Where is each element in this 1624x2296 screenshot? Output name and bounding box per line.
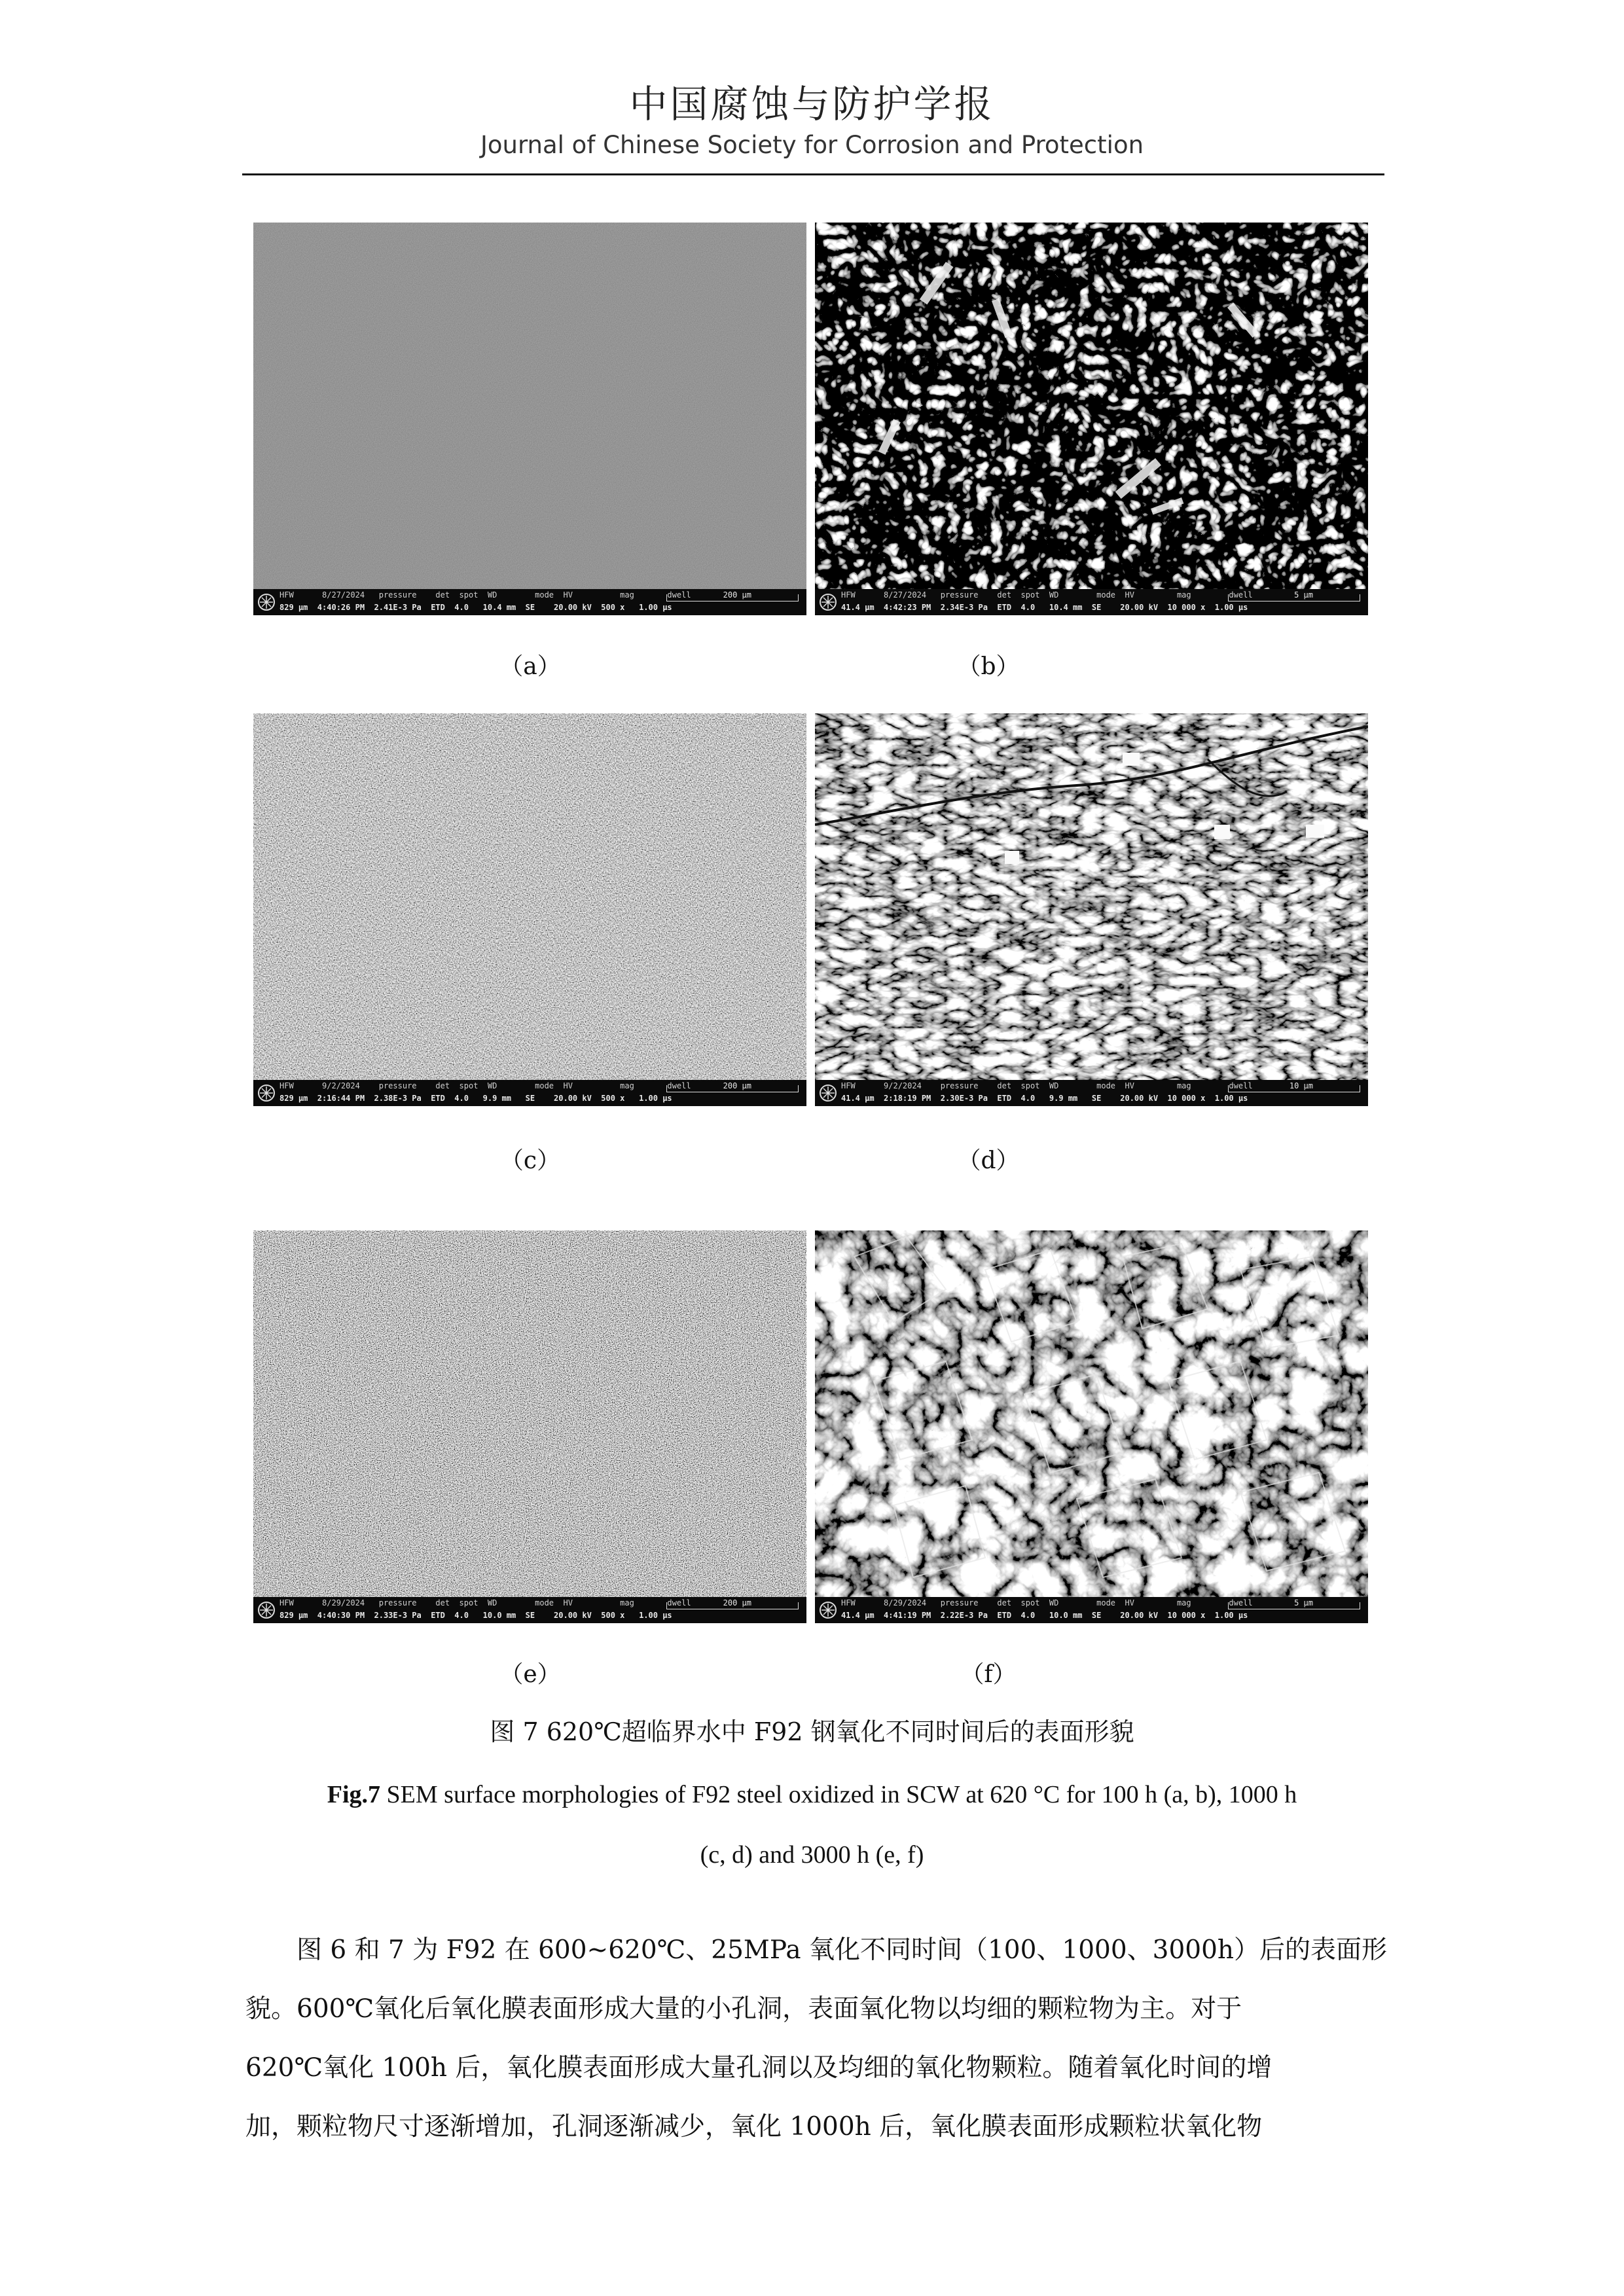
panel-label-a: （a）: [499, 653, 561, 680]
sem-panel-c: [253, 713, 806, 1106]
figure-caption-en-text: SEM surface morphologies of F92 steel oxidized in SCW at 620 °C for 100 h (a, b), 1000 h: [380, 1781, 1297, 1808]
body-line: 图 6 和 7 为 F92 在 600~620℃、25MPa 氧化不同时间（100、1000、3000h）后的表面形: [245, 1935, 1388, 1965]
sem-panel-d: [815, 713, 1368, 1106]
databar-headers: HFW 9/2/2024 pressure det spot WD mode HV mag dwell: [841, 1081, 1253, 1090]
fei-logo-icon: [256, 1600, 277, 1621]
databar-headers: HFW 8/29/2024 pressure det spot WD mode HV mag dwell: [841, 1598, 1253, 1607]
sem-image-f: [815, 1230, 1368, 1597]
fei-logo-icon: [818, 592, 839, 613]
journal-title-cn: 中国腐蚀与防护学报: [629, 82, 995, 126]
sem-databar-a: [253, 589, 806, 615]
scale-label: 5 μm: [1291, 1598, 1316, 1607]
databar-values: 41.4 μm 4:42:23 PM 2.34E-3 Pa ETD 4.0 10.4 mm SE 20.00 kV 10 000 x 1.00 μs: [841, 603, 1248, 612]
figure-label: Fig.7: [327, 1781, 381, 1808]
body-paragraph: [245, 1921, 1388, 2157]
databar-headers: HFW 8/27/2024 pressure det spot WD mode HV mag dwell: [841, 590, 1253, 600]
fei-logo-icon: [256, 1083, 277, 1103]
sem-databar-c: [253, 1080, 806, 1106]
databar-headers: HFW 8/27/2024 pressure det spot WD mode HV mag dwell: [280, 590, 691, 600]
databar-values: 41.4 μm 2:18:19 PM 2.30E-3 Pa ETD 4.0 9.9 mm SE 20.00 kV 10 000 x 1.00 μs: [841, 1094, 1248, 1103]
body-line: 貌。600℃氧化后氧化膜表面形成大量的小孔洞，表面氧化物以均细的颗粒物为主。对于: [245, 1994, 1242, 2024]
sem-databar-e: [253, 1597, 806, 1623]
sem-panel-a: [253, 223, 806, 615]
panel-label-b: （b）: [957, 653, 1020, 680]
sem-image-b: [815, 223, 1368, 589]
databar-values: 829 μm 4:40:30 PM 2.33E-3 Pa ETD 4.0 10.0 mm SE 20.00 kV 500 x 1.00 μs: [280, 1611, 672, 1620]
header-divider: [242, 173, 1384, 175]
sem-image-a: [253, 223, 806, 589]
panel-label-c: （c）: [499, 1147, 561, 1174]
journal-title-en: Journal of Chinese Society for Corrosion and Protection: [480, 131, 1144, 159]
fei-logo-icon: [256, 592, 277, 613]
figure-caption-cn: 图 7 620℃超临界水中 F92 钢氧化不同时间后的表面形貌: [490, 1717, 1134, 1746]
sem-image-c: [253, 713, 806, 1080]
databar-values: 829 μm 2:16:44 PM 2.38E-3 Pa ETD 4.0 9.9 mm SE 20.00 kV 500 x 1.00 μs: [280, 1094, 672, 1103]
sem-databar-b: [815, 589, 1368, 615]
databar-headers: HFW 9/2/2024 pressure det spot WD mode HV mag dwell: [280, 1081, 691, 1090]
body-line: 加，颗粒物尺寸逐渐增加，孔洞逐渐减少，氧化 1000h 后，氧化膜表面形成颗粒状氧化物: [245, 2112, 1263, 2142]
panel-label-d: （d）: [957, 1147, 1020, 1174]
sem-panel-e: [253, 1230, 806, 1623]
databar-values: 829 μm 4:40:26 PM 2.41E-3 Pa ETD 4.0 10.4 mm SE 20.00 kV 500 x 1.00 μs: [280, 603, 672, 612]
scale-label: 200 μm: [721, 1081, 754, 1090]
fei-logo-icon: [818, 1600, 839, 1621]
body-line: 620℃氧化 100h 后，氧化膜表面形成大量孔洞以及均细的氧化物颗粒。随着氧化时间的增: [245, 2053, 1272, 2083]
sem-databar-d: [815, 1080, 1368, 1106]
panel-label-e: （e）: [499, 1661, 561, 1688]
panel-label-f: （f）: [960, 1661, 1017, 1688]
databar-values: 41.4 μm 4:41:19 PM 2.22E-3 Pa ETD 4.0 10.0 mm SE 20.00 kV 10 000 x 1.00 μs: [841, 1611, 1248, 1620]
sem-image-d: [815, 713, 1368, 1080]
figure-caption-en-line2: (c, d) and 3000 h (e, f): [700, 1841, 924, 1869]
sem-image-e: [253, 1230, 806, 1597]
databar-headers: HFW 8/29/2024 pressure det spot WD mode HV mag dwell: [280, 1598, 691, 1607]
scale-label: 10 μm: [1287, 1081, 1316, 1090]
sem-databar-f: [815, 1597, 1368, 1623]
sem-panel-b: [815, 223, 1368, 615]
sem-panel-f: [815, 1230, 1368, 1623]
scale-label: 200 μm: [721, 590, 754, 600]
figure-caption-en-line1: [0, 1780, 1624, 1809]
fei-logo-icon: [818, 1083, 839, 1103]
scale-label: 5 μm: [1291, 590, 1316, 600]
scale-label: 200 μm: [721, 1598, 754, 1607]
